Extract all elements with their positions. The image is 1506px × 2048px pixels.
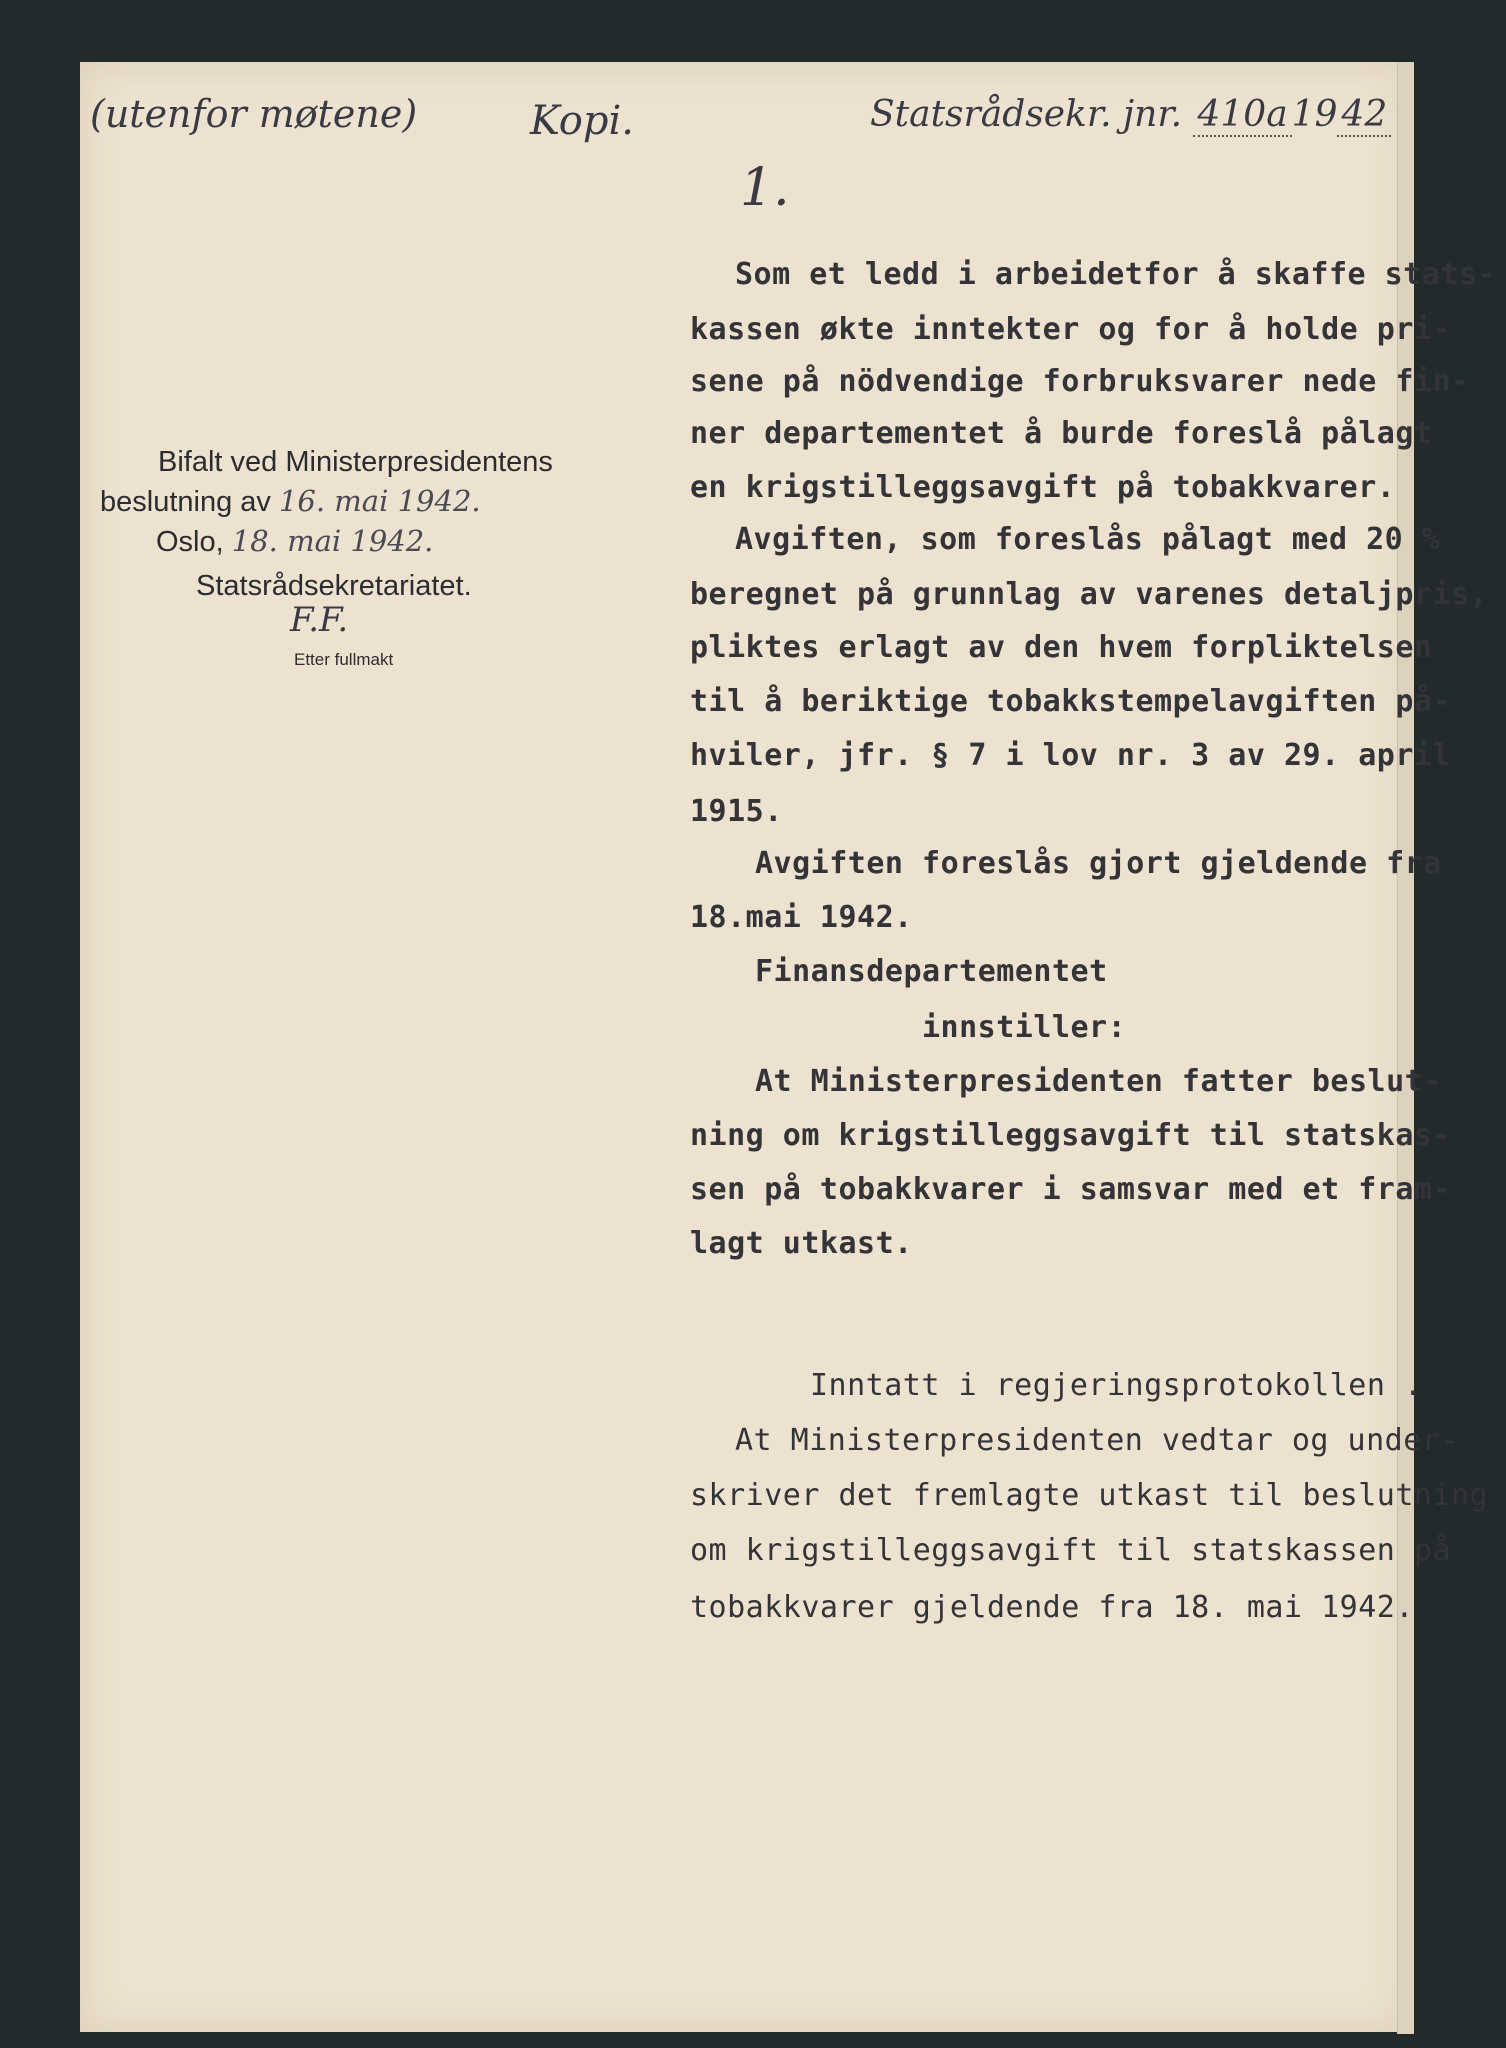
body-line: beregnet på grunnlag av varenes detaljpris, (690, 577, 1489, 612)
body-line: pliktes erlagt av den hvem forpliktelsen (690, 630, 1433, 665)
footer-line: tobakkvarer gjeldende fra 18. mai 1942. (690, 1590, 1414, 1625)
journal-label: Statsrådsekr. jnr. (870, 94, 1183, 135)
body-line: At Ministerpresidenten fatter beslut- (755, 1064, 1442, 1099)
page-number: 1. (740, 158, 790, 218)
body-line: til å beriktige tobakkstempelavgiften på- (690, 684, 1452, 719)
note-copy: Kopi. (530, 98, 635, 144)
body-line: en krigstilleggsavgift på tobakkvarer. (690, 470, 1396, 505)
stamp-approved: Bifalt ved Ministerpresidentens (158, 446, 553, 478)
stamp-place-label: Oslo, (156, 526, 224, 558)
stamp-decision-line (100, 484, 481, 519)
body-line: ner departementet å burde foreslå pålagt (690, 416, 1433, 451)
journal-year: 42 (1337, 94, 1391, 137)
body-line: Avgiften, som foreslås pålagt med 20 % (735, 522, 1441, 557)
footer-line: om krigstilleggsavgift til statskassen på (690, 1533, 1452, 1568)
stamp-decision-label: beslutning av (100, 486, 271, 518)
stamp-decision-date: 16. mai 1942. (278, 484, 481, 518)
journal-year-prefix: 19 (1291, 94, 1338, 135)
stamp-place-date: 18. mai 1942. (231, 524, 434, 558)
body-line: innstiller: (922, 1010, 1127, 1045)
body-line: hviler, jfr. § 7 i lov nr. 3 av 29. april (690, 738, 1452, 773)
footer-line: At Ministerpresidenten vedtar og under- (735, 1423, 1459, 1458)
stamp-secretariat: Statsrådsekretariatet. (196, 570, 472, 602)
journal-reference (870, 94, 1391, 135)
body-line: sene på nödvendige forbruksvarer nede fin- (690, 364, 1470, 399)
body-line: kassen økte inntekter og for å holde pri- (690, 312, 1452, 347)
note-outside-meetings: (utenfor møtene) (90, 92, 418, 136)
body-line: lagt utkast. (690, 1226, 913, 1261)
body-line: 18.mai 1942. (690, 900, 913, 935)
footer-line: Inntatt i regjeringsprotokollen . (810, 1368, 1423, 1403)
document-page (80, 62, 1406, 2032)
footer-line: skriver det fremlagte utkast til beslutning (690, 1478, 1489, 1513)
body-line: 1915. (690, 794, 783, 829)
body-line: sen på tobakkvarer i samsvar med et fram- (690, 1172, 1452, 1207)
page-edge (1397, 62, 1414, 2034)
journal-number: 410a (1193, 94, 1291, 137)
stamp-by-authority: Etter fullmakt (294, 650, 394, 669)
stamp-place-line (156, 524, 433, 559)
body-line: Avgiften foreslås gjort gjeldende fra (755, 846, 1442, 881)
body-line: ning om krigstilleggsavgift til statskas- (690, 1118, 1452, 1153)
body-line: Finansdepartementet (755, 954, 1108, 989)
body-line: Som et ledd i arbeidetfor å skaffe stats- (735, 257, 1497, 292)
stamp-initials: F.F. (290, 600, 349, 640)
